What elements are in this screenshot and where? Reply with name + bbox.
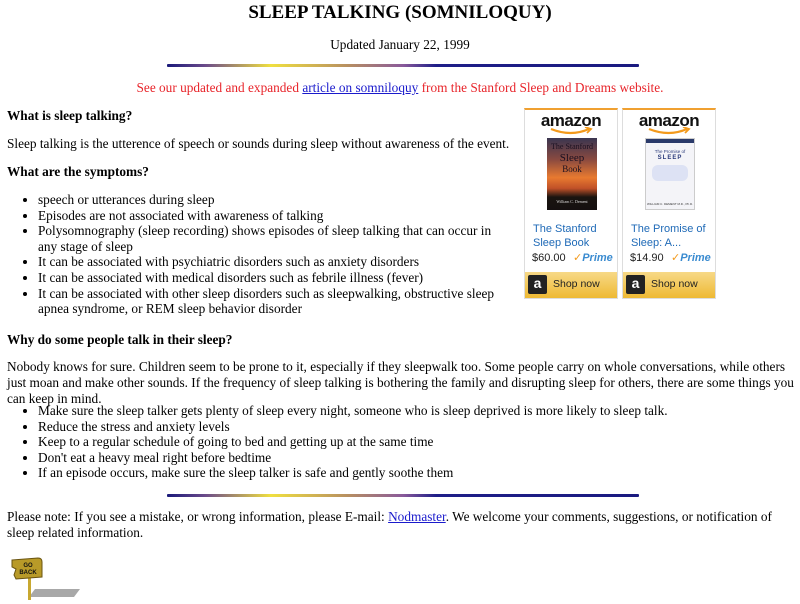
why-heading: Why do some people talk in their sleep? bbox=[7, 332, 233, 347]
gradient-divider bbox=[167, 494, 639, 497]
somniloquy-article-link[interactable]: article on somniloquy bbox=[302, 80, 419, 95]
shop-now-label: Shop now bbox=[553, 278, 600, 290]
shop-now-label: Shop now bbox=[651, 278, 698, 290]
list-item: • Episodes are not associated with awareness of talking bbox=[38, 208, 508, 224]
list-item: • It can be associated with psychiatric disorders such as anxiety disorders bbox=[38, 254, 508, 270]
prime-label: Prime bbox=[680, 252, 711, 264]
cover-title-line: SLEEP bbox=[657, 155, 683, 161]
nodmaster-email-link[interactable]: Nodmaster bbox=[388, 509, 446, 524]
list-item: • Reduce the stress and anxiety levels bbox=[38, 419, 800, 435]
amazon-logo: amazon bbox=[540, 111, 602, 130]
amazon-logo: amazon bbox=[638, 111, 700, 130]
product-name-link[interactable]: The Stanford Sleep Book bbox=[533, 223, 597, 249]
list-item: • speech or utterances during sleep bbox=[38, 192, 508, 208]
cover-author: WILLIAM C. DEMENT M.D., Ph.D. bbox=[647, 202, 693, 206]
product-price: $14.90 bbox=[630, 252, 664, 264]
tips-list bbox=[7, 403, 800, 481]
page-title: SLEEP TALKING (SOMNILOQUY) bbox=[248, 2, 552, 23]
shop-now-button[interactable] bbox=[525, 272, 617, 298]
prime-badge bbox=[671, 251, 711, 264]
cover-title-line: The Stanford bbox=[551, 142, 593, 151]
list-item: • Keep to a regular schedule of going to bed and getting up at the same time bbox=[38, 434, 800, 450]
list-item: • Make sure the sleep talker gets plenty of sleep every night, someone who is sleep deprived is more likely to sleep talk. bbox=[38, 403, 800, 419]
feedback-note bbox=[7, 509, 799, 541]
symptoms-list bbox=[7, 192, 508, 317]
list-item: • If an episode occurs, make sure the sleep talker is safe and gently soothe them bbox=[38, 465, 800, 481]
cover-title-line: Book bbox=[562, 164, 582, 174]
notice-text-after: from the Stanford Sleep and Dreams website. bbox=[418, 80, 664, 95]
symptoms-heading: What are the symptoms? bbox=[7, 164, 149, 179]
prime-check-icon: ✓ bbox=[573, 252, 583, 264]
notice-text-before: See our updated and expanded bbox=[136, 80, 303, 95]
prime-check-icon: ✓ bbox=[671, 252, 681, 264]
go-back-sign-icon bbox=[10, 555, 85, 600]
cover-title-line: The Promise of bbox=[654, 149, 686, 154]
prime-label: Prime bbox=[582, 252, 613, 264]
cover-author: William C. Dement bbox=[556, 199, 588, 204]
list-item: • Don't eat a heavy meal right before bedtime bbox=[38, 450, 800, 466]
product-price: $60.00 bbox=[532, 252, 566, 264]
product-name-link[interactable]: The Promise of Sleep: A... bbox=[631, 223, 706, 249]
go-back-button[interactable] bbox=[10, 555, 85, 604]
go-back-text: GO bbox=[23, 563, 33, 569]
prime-badge bbox=[573, 251, 613, 264]
list-item: • It can be associated with other sleep disorders such as sleepwalking, obstructive sleep apnea syndrome, or REM sleep behavior disorder bbox=[38, 286, 508, 317]
amazon-ad-promise-of-sleep[interactable] bbox=[622, 108, 716, 299]
amazon-a-icon: a bbox=[528, 275, 547, 294]
gradient-divider bbox=[167, 64, 639, 67]
cover-title-line: Sleep bbox=[559, 152, 585, 164]
amazon-ad-stanford-sleep-book[interactable] bbox=[524, 108, 618, 299]
why-body: Nobody knows for sure. Children seem to be prone to it, especially if they sleepwalk too. Some people carry on whole conversations, while others just moan and make other sounds. If the frequency of sleep talking is bothering the family and disrupting sleep for others, there are some things you can keep in mind. bbox=[7, 359, 794, 406]
book-cover-image[interactable] bbox=[645, 138, 695, 210]
note-text-before: Please note: If you see a mistake, or wrong information, please E-mail: bbox=[7, 509, 389, 524]
updated-article-notice bbox=[0, 80, 800, 96]
list-item: • It can be associated with medical disorders such as febrile illness (fever) bbox=[38, 270, 508, 286]
what-heading: What is sleep talking? bbox=[7, 108, 133, 123]
list-item: • Polysomnography (sleep recording) shows episodes of sleep talking that can occur in any stage of sleep bbox=[38, 223, 508, 254]
what-body: Sleep talking is the utterence of speech or sounds during sleep without awareness of the event. bbox=[7, 136, 510, 151]
book-cover-image[interactable] bbox=[547, 138, 597, 210]
updated-date: Updated January 22, 1999 bbox=[330, 37, 470, 52]
shop-now-button[interactable] bbox=[623, 272, 715, 298]
svg-text:BACK: BACK bbox=[19, 570, 37, 576]
note-text-after: . We welcome your comments, suggestions, or notification of sleep related information. bbox=[7, 509, 772, 540]
amazon-a-icon: a bbox=[626, 275, 645, 294]
